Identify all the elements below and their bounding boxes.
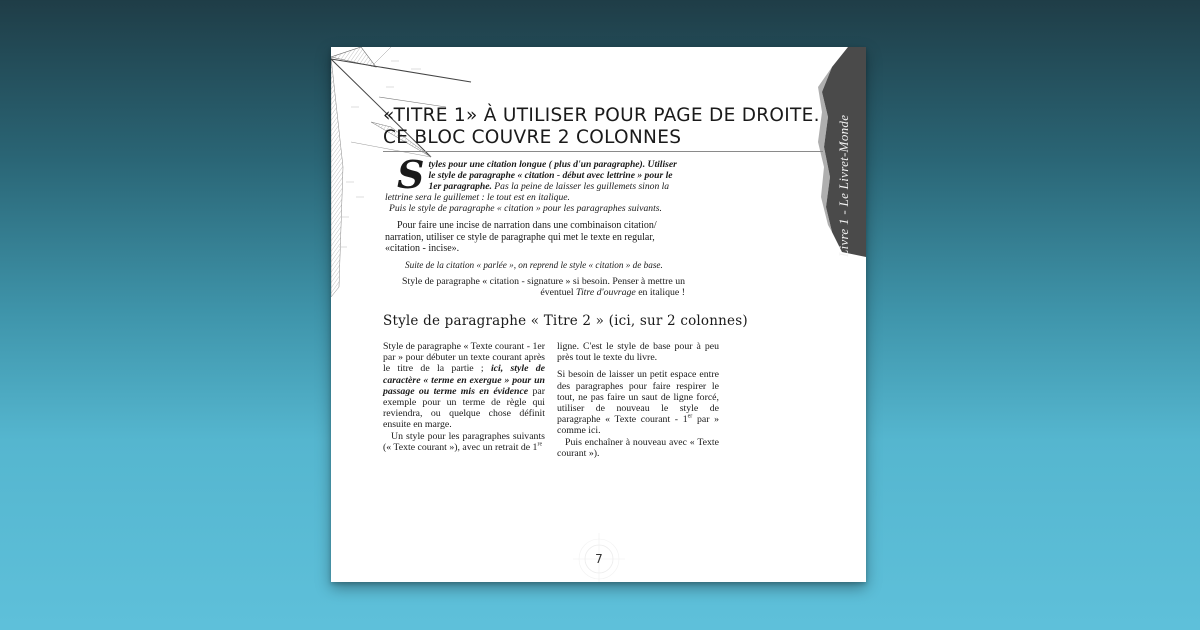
body-paragraph: Style de paragraphe « Texte courant - 1er par » pour débuter un texte courant après le titre de la partie ; ici, style de caractère « terme en exergue » pour un passage ou terme mis en évidence par exemple pour un terme de règle qui reviendra, ou quelque chose définit ensuite en marge. [383,341,545,431]
heading-title-2: Style de paragraphe « Titre 2 » (ici, sur 2 colonnes) [383,313,748,329]
heading-title-1: «TITRE 1» À UTILISER POUR PAGE DE DROITE. CE BLOC COUVRE 2 COLONNES [383,105,820,148]
title-divider [383,151,823,152]
quote-signature: Style de paragraphe « citation - signature » si besoin. Penser à mettre un éventuel Titre d'ouvrage en italique ! [402,275,685,298]
body-paragraph: Un style pour les paragraphes suivants (« Texte courant »), avec un retrait de 1re [383,430,545,453]
body-column-left [383,341,545,453]
quote-paragraph: Puis le style de paragraphe « citation » pour les paragraphes suivants. [389,203,662,214]
drop-cap-letter: S [397,152,425,197]
body-paragraph: Puis enchaîner à nouveau avec « Texte courant »). [557,436,719,459]
page-number: 7 [595,552,603,566]
quote-continuation: Suite de la citation « parlée », on reprend le style « citation » de base. [405,259,663,270]
running-header-vertical: Livre 1 - Le Livret-Monde [836,114,851,257]
body-paragraph: Si besoin de laisser un petit espace entre des paragraphes pour faire respirer le tout, ne pas faire un saut de ligne forcé, utiliser de nouveau le style de paragraphe « Texte courant - 1er par » comme ici. [557,369,719,437]
body-column-right [557,341,719,459]
document-page [331,47,866,582]
body-paragraph: ligne. C'est le style de base pour à peu près tout le texte du livre. [557,341,719,364]
quote-paragraph-first: Styles pour une citation longue ( plus d'un paragraphe). Utiliser le style de paragraphe « citation - début avec lettrine » pour le 1er paragraphe. Pas la peine de laisser les guillemets sinon la lettrine sera le guillemet : le tout est en italique. [385,152,677,203]
quote-incise: Pour faire une incise de narration dans une combinaison citation/ narration, utiliser ce style de paragraphe qui met le texte en regular, «citation - incise». [385,220,657,254]
long-quotation-block [385,152,685,299]
